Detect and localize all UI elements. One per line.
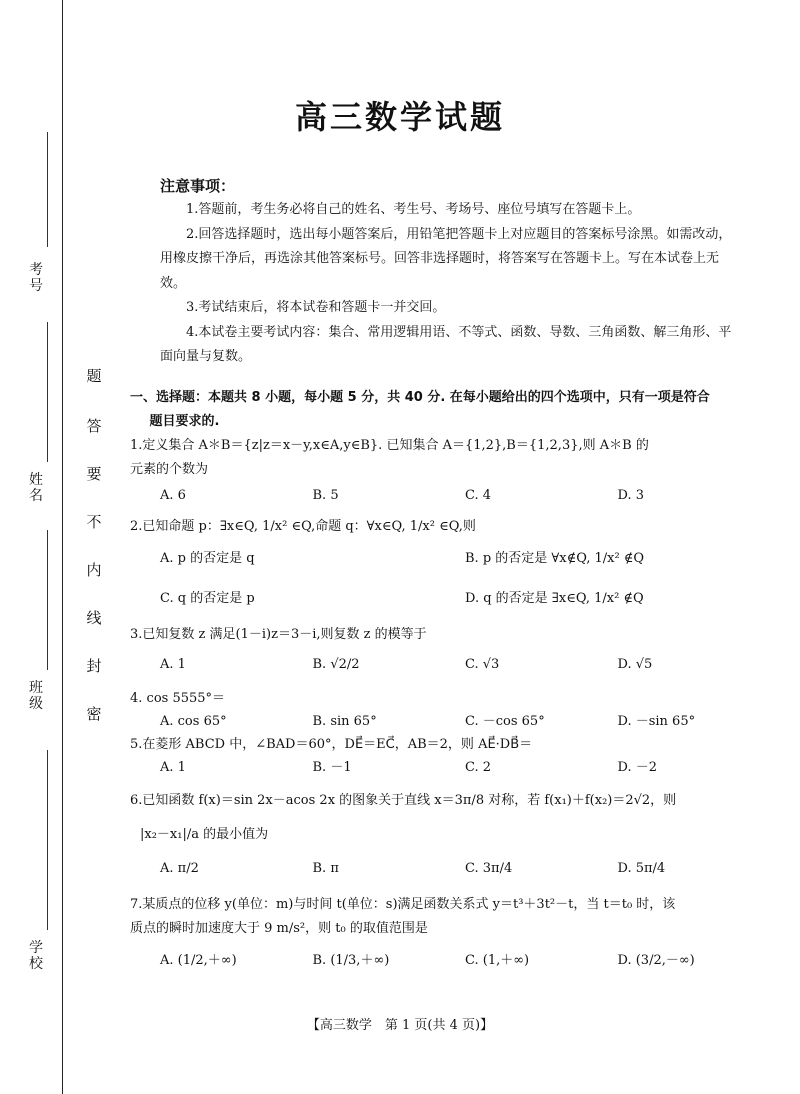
question-area (130, 386, 770, 981)
question-2 (130, 515, 770, 619)
section-heading-line: 题目要求的. (149, 414, 220, 429)
option: D. √5 (617, 657, 653, 672)
question-stem: 5.在菱形 ABCD 中，∠BAD＝60°，DE⃗＝EC⃗，AB＝2，则 AE⃗·DB⃗＝ (130, 737, 533, 752)
question-stem-cont: |x₂－x₁|/a 的最小值为 (140, 827, 269, 842)
option: B. 5 (312, 487, 339, 503)
seal-char: 不 (86, 513, 102, 531)
seal-char: 要 (86, 465, 102, 483)
notice-item: 3.考试结束后，将本试卷和答题卡一并交回。 (186, 300, 446, 315)
question-stem: 2.已知命题 p：∃x∈Q, 1/x² ∈Q,命题 q：∀x∈Q, 1/x² ∈Q,则 (130, 519, 476, 534)
option: C. 2 (465, 760, 492, 775)
field-underline (47, 322, 48, 462)
option: A. 1 (160, 657, 186, 672)
page-footer: 【高三数学 第 1 页(共 4 页)】 (306, 1018, 494, 1033)
option: C. 4 (465, 487, 492, 503)
question-stem: 3.已知复数 z 满足(1－i)z＝3－i,则复数 z 的模等于 (130, 627, 427, 642)
options-row (130, 647, 770, 683)
class-field (24, 680, 48, 712)
option: B. p 的否定是 ∀x∉Q, 1/x² ∉Q (465, 551, 645, 566)
options-row (130, 847, 770, 891)
option: B. sin 65° (312, 714, 377, 729)
option: C. q 的否定是 p (160, 591, 255, 606)
option: C. －cos 65° (465, 714, 545, 729)
option: D. 3 (617, 487, 644, 503)
page-title: 高三数学试题 (294, 98, 505, 136)
seal-char: 线 (86, 609, 102, 627)
field-underline (47, 750, 48, 930)
option: A. π/2 (160, 861, 199, 876)
field-label: 考号 (29, 262, 43, 294)
exam-number-field (24, 262, 48, 294)
field-label: 学校 (29, 940, 43, 972)
school-field (24, 940, 48, 972)
option: A. 1 (160, 760, 186, 775)
question-stem-cont: 质点的瞬时加速度大于 9 m/s²，则 t₀ 的取值范围是 (130, 921, 428, 936)
option: D. (3/2,－∞) (617, 953, 695, 968)
seal-char: 封 (86, 657, 102, 675)
seal-notice (84, 355, 104, 745)
seal-char: 题 (86, 367, 102, 385)
option: B. (1/3,＋∞) (312, 953, 390, 968)
notice-item: 1.答题前，考生务必将自己的姓名、考生号、考场号、座位号填写在答题卡上。 (186, 202, 641, 217)
field-underline (47, 132, 48, 247)
option: A. 6 (160, 487, 186, 503)
option: C. 3π/4 (465, 861, 513, 876)
question-stem: 7.某质点的位移 y(单位：m)与时间 t(单位：s)满足函数关系式 y＝t³＋3t²－t，当 t＝t₀ 时，该 (130, 897, 676, 912)
notice-list (160, 198, 740, 370)
option: A. (1/2,＋∞) (160, 953, 237, 968)
option: D. 5π/4 (617, 861, 666, 876)
seal-char: 内 (86, 561, 102, 579)
field-underline (47, 530, 48, 670)
question-3 (130, 623, 770, 683)
seal-char: 密 (86, 705, 102, 723)
question-stem-cont: 元素的个数为 (130, 462, 209, 477)
field-label: 班级 (29, 680, 43, 712)
option: B. π (312, 861, 339, 876)
option: D. －2 (617, 760, 657, 775)
notice-heading: 注意事项： (160, 177, 236, 195)
option: B. －1 (312, 760, 352, 775)
options-row (130, 539, 770, 579)
question-stem: 6.已知函数 f(x)＝sin 2x－acos 2x 的图象关于直线 x＝3π/8 对称，若 f(x₁)＋f(x₂)＝2√2，则 (130, 793, 677, 808)
option: C. (1,＋∞) (465, 953, 530, 968)
question-stem: 1.定义集合 A＊B＝{z|z＝x－y,x∈A,y∈B}. 已知集合 A＝{1,2},B＝{1,2,3},则 A＊B 的 (130, 438, 649, 453)
option: C. √3 (465, 657, 500, 672)
question-6 (130, 789, 770, 891)
option: A. cos 65° (160, 714, 227, 729)
option: A. p 的否定是 q (160, 551, 255, 566)
option: D. －sin 65° (617, 714, 696, 729)
options-row (130, 482, 770, 509)
question-1 (130, 434, 770, 509)
option: B. √2/2 (312, 657, 360, 672)
question-7 (130, 893, 770, 981)
field-label: 姓名 (29, 472, 43, 504)
question-4 (130, 687, 770, 733)
options-row (130, 579, 770, 619)
options-row (130, 757, 770, 779)
name-field (24, 472, 48, 504)
binding-line (62, 0, 63, 1094)
seal-char: 答 (86, 417, 102, 435)
notice-item: 2.回答选择题时，选出每小题答案后，用铅笔把答题卡上对应题目的答案标号涂黑。如需改动，用橡皮擦干净后，再选涂其他答案标号。回答非选择题时，将答案写在答题卡上。写在本试卷上无效。 (160, 226, 732, 291)
options-row (130, 711, 770, 733)
section-heading-line: 一、选择题：本题共 8 小题，每小题 5 分，共 40 分. 在每小题给出的四个选项中，只有一项是符合 (130, 390, 710, 405)
question-5 (130, 733, 770, 779)
options-row (130, 941, 770, 981)
question-stem: 4. cos 5555°＝ (130, 691, 226, 706)
notice-item: 4.本试卷主要考试内容：集合、常用逻辑用语、不等式、函数、导数、三角函数、解三角形、平面向量与复数。 (160, 324, 732, 364)
section-heading (130, 386, 770, 434)
option: D. q 的否定是 ∃x∈Q, 1/x² ∉Q (465, 591, 644, 606)
